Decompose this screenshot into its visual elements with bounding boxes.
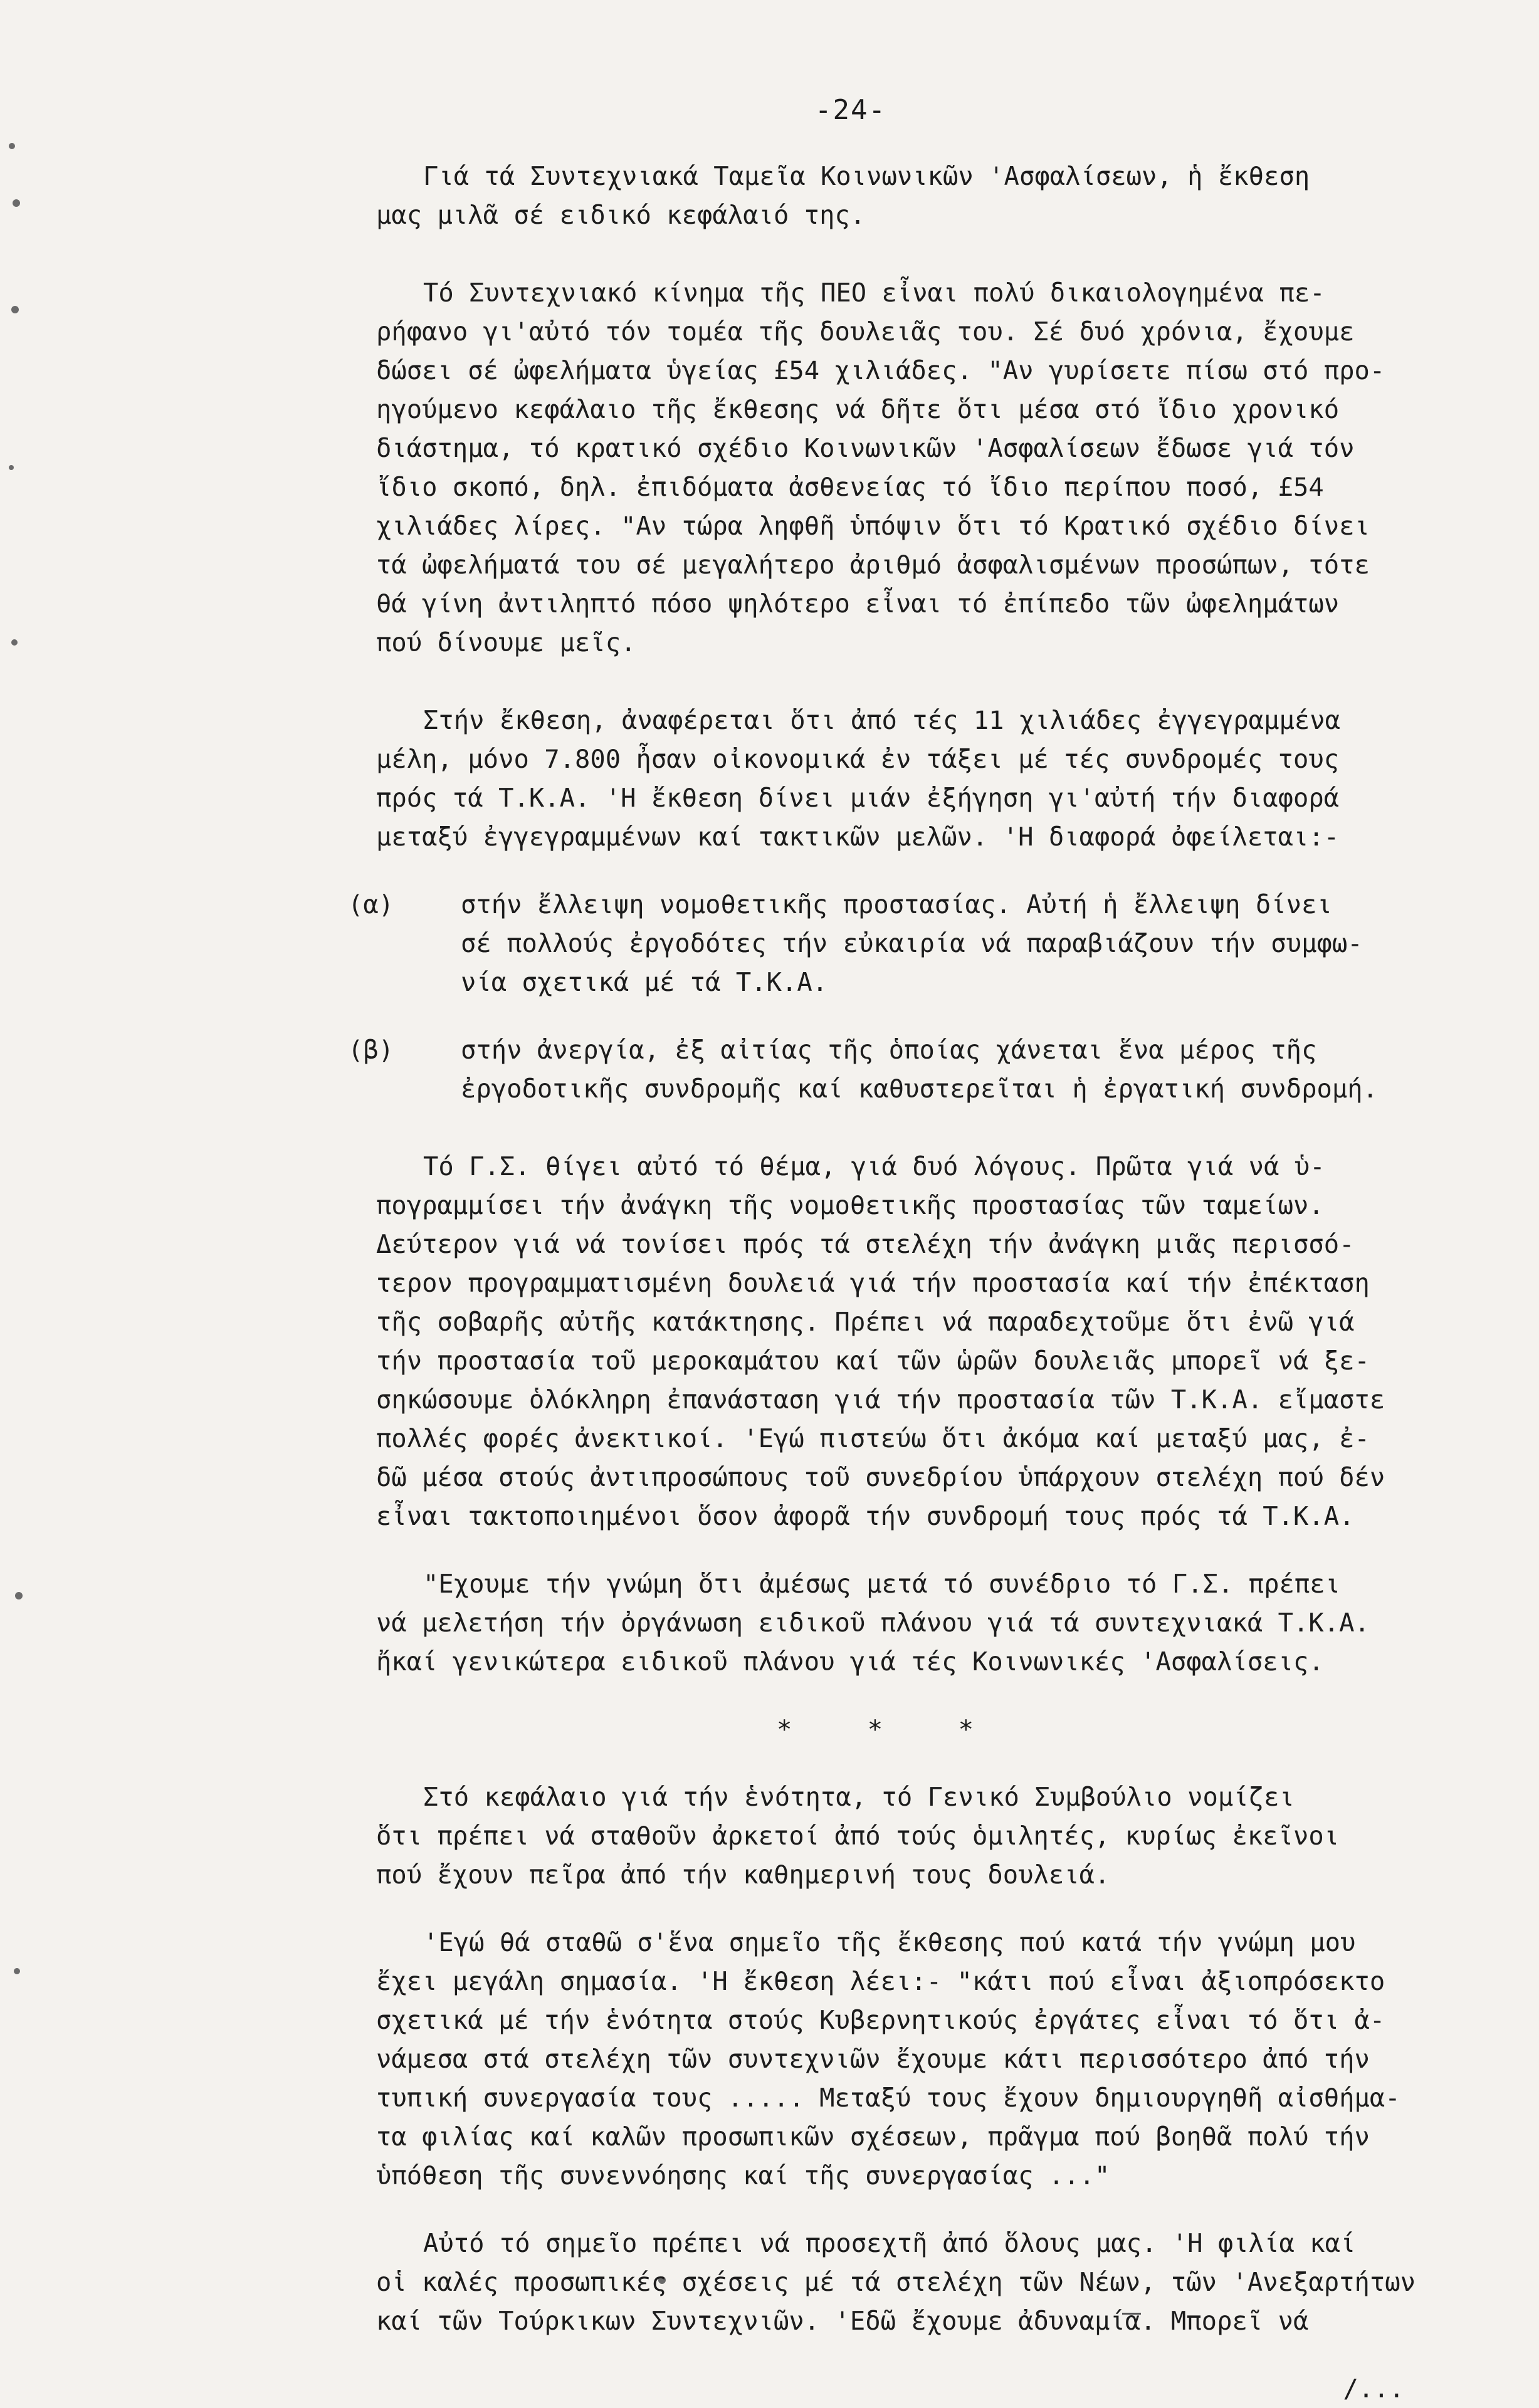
text-line: Τό Γ.Σ. θίγει αὐτό τό θέμα, γιά δυό λόγους. Πρῶτα γιά νά ὑ- — [423, 1151, 1325, 1181]
list-marker: (α) — [348, 889, 394, 919]
text-line: ὅτι πρέπει νά σταθοῦν ἀρκετοί ἀπό τούς ὁμιλητές, κυρίως ἐκεῖνοι — [376, 1821, 1340, 1851]
text-line: ἤκαί γενικώτερα ειδικοῦ πλάνου γιά τές Κοινωνικές 'Ασφαλίσεις. — [376, 1646, 1324, 1677]
paragraph — [376, 1777, 1429, 1894]
paragraph — [376, 1923, 1429, 2195]
text-line: μέλη, μόνο 7.800 ἦσαν οἰκονομικά ἐν τάξει μέ τές συνδρομές τους — [376, 744, 1340, 774]
text-line: δώσει σέ ὠφελήματα ὑγείας £54 χιλιάδες. "Αν γυρίσετε πίσω στό προ- — [376, 355, 1385, 385]
paragraph-gap — [376, 856, 1429, 885]
paragraph-gap — [376, 2340, 1429, 2369]
text-line: μεταξύ ἐγγεγραμμένων καί τακτικῶν μελῶν. 'Η διαφορά ὀφείλεται:- — [376, 822, 1340, 852]
paragraph-gap — [376, 1536, 1429, 1564]
text-line: νά μελετήση τήν ὀργάνωση ειδικοῦ πλάνου γιά τά συντεχνιακά Τ.Κ.Α. — [376, 1608, 1370, 1638]
text-line: Δεύτερον γιά νά τονίσει πρός τά στελέχη τήν ἀνάγκη μιᾶς περισσό- — [376, 1229, 1355, 1259]
text-line: σηκώσουμε ὁλόκληρη ἐπανάσταση γιά τήν προστασία τῶν Τ.Κ.Α. εἴμαστε — [376, 1385, 1385, 1415]
text-line: ἔχει μεγάλη σημασία. 'Η ἔκθεση λέει:- "κάτι πού εἶναι ἀξιοπρόσεκτο — [376, 1966, 1385, 1996]
scan-speck — [11, 639, 18, 646]
text-line: νία σχετικά μέ τά Τ.Κ.Α. — [461, 967, 828, 997]
paragraph — [376, 157, 1429, 234]
scan-speck — [11, 306, 19, 313]
text-line: Γιά τά Συντεχνιακά Ταμεῖα Κοινωνικῶν 'Ασφαλίσεων, ἡ ἔκθεση — [423, 161, 1310, 191]
paragraph-gap — [376, 1894, 1429, 1923]
text-line: ὑπόθεση τῆς συνεννόησης καί τῆς συνεργασίας ..." — [376, 2160, 1110, 2191]
paragraph — [376, 1564, 1429, 1681]
paragraph — [376, 701, 1429, 856]
text-line: σχετικά μέ τήν ἑνότητα στούς Κυβερνητικούς ἐργάτες εἶναι τό ὅτι ἀ- — [376, 2005, 1385, 2035]
text-line: ηγούμενο κεφάλαιο τῆς ἔκθεσης νά δῆτε ὅτι μέσα στό ἴδιο χρονικό — [376, 394, 1340, 424]
text-line: ἐργοδοτικῆς συνδρομῆς καί καθυστερεῖται ἡ ἐργατική συνδρομή. — [461, 1074, 1378, 1104]
scan-speck — [9, 465, 14, 470]
text-line: σέ πολλούς ἐργοδότες τήν εὐκαιρία νά παραβιάζουν τήν συμφω- — [461, 928, 1363, 958]
text-line: 'Εγώ θά σταθῶ σ'ἕνα σημεῖο τῆς ἔκθεσης πού κατά τήν γνώμη μου — [423, 1927, 1356, 1957]
text-line: πρός τά Τ.Κ.Α. 'Η ἔκθεση δίνει μιάν ἐξήγηση γι'αὐτή τήν διαφορά — [376, 783, 1340, 813]
paragraph-gap — [376, 662, 1429, 701]
text-line: τυπική συνεργασία τους ..... Μεταξύ τους ἔχουν δημιουργηθῆ αἰσθήμα- — [376, 2083, 1400, 2113]
list-item — [348, 885, 1429, 1002]
text-line: Αὐτό τό σημεῖο πρέπει νά προσεχτῆ ἀπό ὅλους μας. 'Η φιλία καί — [423, 2228, 1356, 2258]
text-line: διάστημα, τό κρατικό σχέδιο Κοινωνικῶν 'Ασφαλίσεων ἔδωσε γιά τόν — [376, 433, 1355, 463]
text-line: Στό κεφάλαιο γιά τήν ἑνότητα, τό Γενικό Συμβούλιο νομίζει — [423, 1782, 1295, 1812]
text-line: τῆς σοβαρῆς αὐτῆς κατάκτησης. Πρέπει νά παραδεχτοῦμε ὅτι ἐνῶ γιά — [376, 1307, 1355, 1337]
text-line: τερον προγραμματισμένη δουλειά γιά τήν προστασία καί τήν ἐπέκταση — [376, 1268, 1370, 1298]
text-line: τήν προστασία τοῦ μεροκαμάτου καί τῶν ὡρῶν δουλειᾶς μπορεῖ νά ξε- — [376, 1346, 1370, 1376]
text-line: πού δίνουμε μεῖς. — [376, 627, 636, 657]
text-line: οἱ καλές προσωπικές σχέσεις μέ τά στελέχη τῶν Νέων, τῶν 'Ανεξαρτήτων — [376, 2267, 1416, 2297]
paragraph-gap — [376, 234, 1429, 273]
text-line: ρήφανο γι'αὐτό τόν τομέα τῆς δουλειᾶς του. Σέ δυό χρόνια, ἔχουμε — [376, 317, 1355, 347]
scan-speck — [14, 1968, 20, 1974]
paragraph — [376, 1147, 1429, 1536]
continuation-mark: /... — [1343, 2374, 1404, 2404]
text-line: "Εχουμε τήν γνώμη ὅτι ἀμέσως μετά τό συνέδριο τό Γ.Σ. πρέπει — [423, 1569, 1340, 1599]
text-line: Στήν ἔκθεση, ἀναφέρεται ὅτι ἀπό τές 11 χιλιάδες ἐγγεγραμμένα — [423, 705, 1340, 735]
paragraph-gap — [376, 1749, 1429, 1777]
page-number: -24- — [815, 94, 886, 126]
scan-speck — [15, 1592, 23, 1599]
text-line: χιλιάδες λίρες. "Αν τώρα ληφθῆ ὑπόψιν ὅτι τό Κρατικό σχέδιο δίνει — [376, 511, 1370, 541]
scan-speck — [13, 199, 20, 207]
paragraph-gap — [376, 1681, 1429, 1710]
text-line: καί τῶν Τούρκικων Συντεχνιῶν. 'Εδῶ ἔχουμε ἀδυναμία. Μπορεῖ νά — [376, 2306, 1309, 2336]
text-line: εἶναι τακτοποιημένοι ὅσον ἀφορᾶ τήν συνδρομή τους πρός τά Τ.Κ.Α. — [376, 1501, 1355, 1531]
scan-speck — [9, 143, 15, 149]
text-line: δῶ μέσα στούς ἀντιπροσώπους τοῦ συνεδρίου ὑπάρχουν στελέχη πού δέν — [376, 1462, 1385, 1492]
paragraph-gap — [376, 1002, 1429, 1030]
text-line: Τό Συντεχνιακό κίνημα τῆς ΠΕΟ εἶναι πολύ δικαιολογημένα πε- — [423, 278, 1325, 308]
paragraph-gap — [376, 1108, 1429, 1147]
body-text — [348, 157, 1429, 2408]
text-line: μας μιλᾶ σέ ειδικό κεφάλαιό της. — [376, 200, 866, 230]
text-line: πολλές φορές ἀνεκτικοί. 'Εγώ πιστεύω ὅτι ἀκόμα καί μεταξύ μας, ἐ- — [376, 1423, 1370, 1453]
section-separator: * * * — [777, 1714, 1004, 1744]
text-line: στήν ἔλλειψη νομοθετικῆς προστασίας. Αὐτή ἡ ἔλλειψη δίνει — [461, 889, 1332, 919]
paragraph — [376, 2224, 1429, 2340]
list-marker: (β) — [348, 1035, 394, 1065]
paragraph — [376, 273, 1429, 662]
text-line: τά ὠφελήματά του σέ μεγαλήτερο ἀριθμό ἀσφαλισμένων προσώπων, τότε — [376, 550, 1370, 580]
paragraph-gap — [376, 2195, 1429, 2224]
text-line: στήν ἀνεργία, ἐξ αἰτίας τῆς ὁποίας χάνεται ἕνα μέρος τῆς — [461, 1035, 1317, 1065]
list-item — [348, 1030, 1429, 1108]
text-line: ἴδιο σκοπό, δηλ. ἐπιδόματα ἀσθενείας τό ἴδιο περίπου ποσό, £54 — [376, 472, 1324, 502]
text-line: θά γίνη ἀντιληπτό πόσο ψηλότερο εἶναι τό ἐπίπεδο τῶν ὠφελημάτων — [376, 589, 1340, 619]
text-line: πού ἔχουν πεῖρα ἀπό τήν καθημερινή τους δουλειά. — [376, 1860, 1110, 1890]
text-line: τα φιλίας καί καλῶν προσωπικῶν σχέσεων, πρᾶγμα πού βοηθᾶ πολύ τήν — [376, 2122, 1370, 2152]
text-line: νάμεσα στά στελέχη τῶν συντεχνιῶν ἔχουμε κάτι περισσότερο ἀπό τήν — [376, 2044, 1370, 2074]
text-line: πογραμμίσει τήν ἀνάγκη τῆς νομοθετικῆς προστασίας τῶν ταμείων. — [376, 1190, 1324, 1220]
